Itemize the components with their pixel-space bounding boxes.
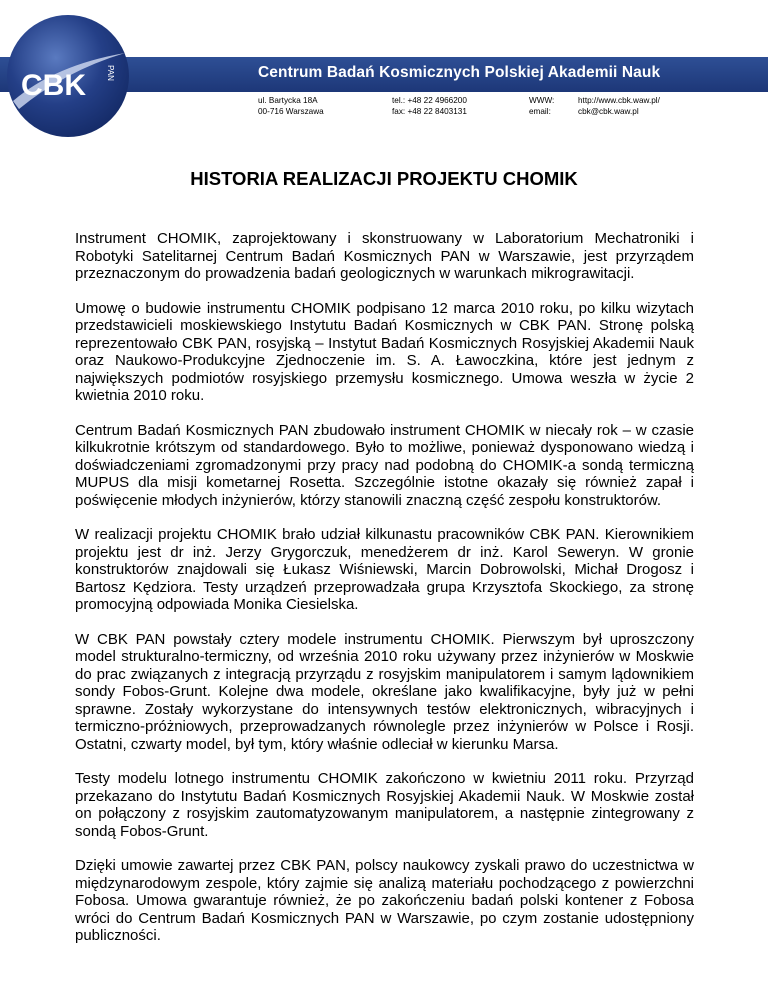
www-label: WWW:	[529, 96, 555, 105]
paragraph: Dzięki umowie zawartej przez CBK PAN, polscy naukowcy zyskali prawo do uczestnictwa w międzynarodowym zespole, który zajmie się analizą materiału pochodzącego z powierzchni Fobosa. Umowa gwarantuje również, że po zakończeniu badań polski kontener z Fobosa wróci do Centrum Badań Kosmicznych PAN w Warszawie, po czym zostanie udostępniony publiczności.	[75, 857, 694, 944]
email-label: email:	[529, 106, 551, 116]
logo-text: CBK	[21, 69, 86, 102]
phone-block	[392, 96, 467, 117]
address-city: 00-716 Warszawa	[258, 106, 324, 116]
contact-values	[578, 96, 660, 117]
phone-number: tel.: +48 22 4966200	[392, 96, 467, 105]
paragraph: Instrument CHOMIK, zaprojektowany i skonstruowany w Laboratorium Mechatroniki i Robotyki Satelitarnej Centrum Badań Kosmicznych PAN w Warszawie, jest przyrządem przeznaczonym do prowadzenia badań geologicznych w warunkach mikrograwitacji.	[75, 230, 694, 282]
website-link[interactable]: http://www.cbk.waw.pl/	[578, 96, 660, 105]
contact-labels	[529, 96, 554, 117]
fax-number: fax: +48 22 8403131	[392, 106, 467, 116]
organization-name: Centrum Badań Kosmicznych Polskiej Akademii Nauk	[258, 64, 661, 81]
logo-sub-text: PAN	[106, 65, 115, 81]
address-block	[258, 96, 324, 117]
paragraph: W realizacji projektu CHOMIK brało udział kilkunastu pracowników CBK PAN. Kierownikiem projektu jest dr inż. Jerzy Grygorczuk, menedżerem dr inż. Karol Seweryn. W gronie konstruktorów znajdowali się Łukasz Wiśniewski, Marcin Dobrowolski, Michał Drogosz i Bartosz Kędziora. Testy urządzeń przeprowadzała grupa Krzysztofa Skockiego, za stronę promocyjną odpowiada Monika Ciesielska.	[75, 526, 694, 613]
email-link[interactable]: cbk@cbk.waw.pl	[578, 106, 639, 116]
paragraph: Centrum Badań Kosmicznych PAN zbudowało instrument CHOMIK w niecały rok – w czasie kilkukrotnie krótszym od standardowego. Było to możliwe, ponieważ dysponowano wiedzą i doświadczeniami zgromadzonymi przy pracy nad podobną do CHOMIK-a sondą termiczną MUPUS dla misji kometarnej Rosetta. Szczególnie istotne okazały się również zapał i poświęcenie młodych inżynierów, którzy stanowili znaczną część zespołu konstruktorów.	[75, 421, 694, 509]
paragraph: Testy modelu lotnego instrumentu CHOMIK zakończono w kwietniu 2011 roku. Przyrząd przekazano do Instytutu Badań Kosmicznych Rosyjskiej Akademii Nauk. W Moskwie został on połączony z rosyjskim zautomatyzowanym manipulatorem, a następnie zintegrowany z sondą Fobos-Grunt.	[75, 770, 694, 840]
document-title: HISTORIA REALIZACJI PROJEKTU CHOMIK	[190, 168, 578, 189]
address-street: ul. Bartycka 18A	[258, 96, 318, 105]
paragraph: W CBK PAN powstały cztery modele instrumentu CHOMIK. Pierwszym był uproszczony model strukturalno-termiczny, od września 2010 roku używany przez inżynierów w Moskwie do prac związanych z integracją przyrządu z rosyjskim manipulatorem i samym lądownikiem sondy Fobos-Grunt. Kolejne dwa modele, określane jako kwalifikacyjne, były już w pełni sprawne. Zostały wykorzystane do intensywnych testów elektronicznych, wibracyjnych i termiczno-próżniowych, przeprowadzanych równolegle przez inżynierów w Polsce i Rosji. Ostatni, czwarty model, był tym, który właśnie odleciał w kierunku Marsa.	[75, 630, 694, 753]
cbk-pan-logo	[5, 13, 131, 139]
document-body	[75, 230, 694, 962]
paragraph: Umowę o budowie instrumentu CHOMIK podpisano 12 marca 2010 roku, po kilku wizytach przedstawicieli moskiewskiego Instytutu Badań Kosmicznych w CBK PAN. Stronę polską reprezentowało CBK PAN, rosyjską – Instytut Badań Kosmicznych Rosyjskiej Akademii Nauk oraz Naukowo-Produkcyjne Zjednoczenie im. S. A. Ławoczkina, które jest jednym z największych podmiotów rosyjskiego przemysłu kosmicznego. Umowa weszła w życie 2 kwietnia 2010 roku.	[75, 299, 694, 404]
